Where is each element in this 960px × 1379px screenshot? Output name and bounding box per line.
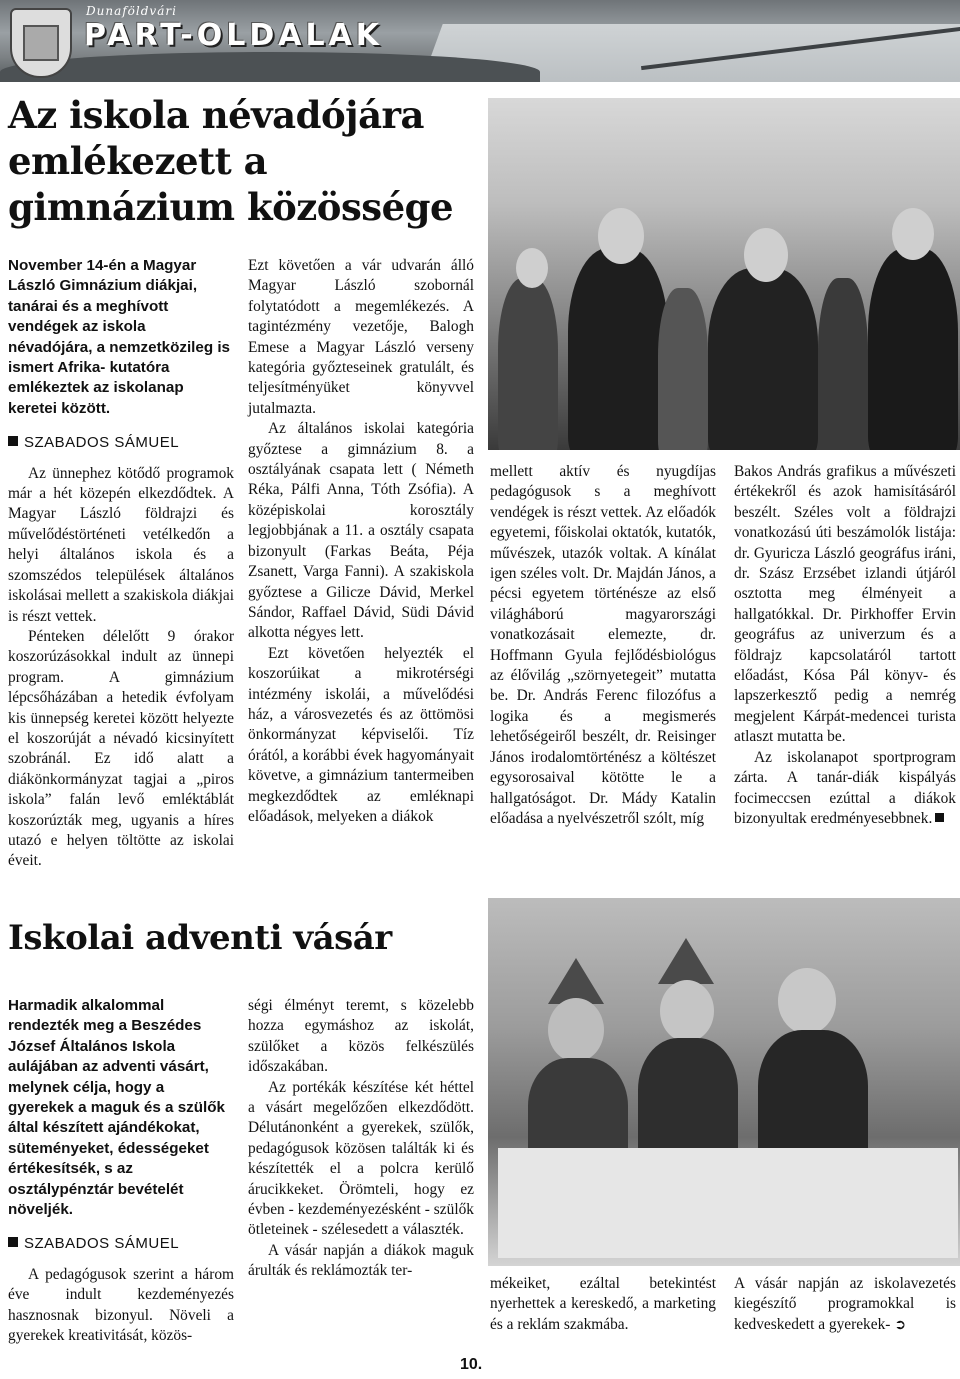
- article2-column-2: [248, 996, 474, 1282]
- paragraph: Az portékák készítése két héttel a vásárt megelőzően elkezdődött. Délutánonként a gyerekek, szülők, pedagógusok közösen találták ki és készítették el a polcra kerülő árucikkeket. Örömteli, hogy ez évben - kezdeményezésként - szülők ötleteinek - szélesedett a választék.: [248, 1078, 474, 1239]
- paragraph: Bakos András grafikus a művészeti értékekről és azok hamisításáról beszélt. Széles volt a földrajzi vonatkozású úti beszámolók listája: dr. Gyuricza László geográfus iráni, dr. Szász Erzsébet izlandi útjáról osztotta meg élményeit a hallgatókkal. Dr. Pirkhoffer Ervin geográfus az univerzum és a földrajz kapcsolatáról tartott előadást, Kósa Pál könyv- és lapszerkesztő pedig a nemrég megjelent Kárpát-medencei turista atlaszt mutatta be.: [734, 463, 956, 746]
- fair-photo: [488, 898, 960, 1266]
- article-byline: SZABADOS SÁMUEL: [8, 433, 234, 453]
- coat-of-arms-icon: [10, 8, 72, 78]
- continue-arrow-icon: ➲: [894, 1316, 907, 1333]
- article-headline: Az iskola névadójára emlékezett a gimnázium közössége: [8, 93, 454, 229]
- ceremony-photo: [488, 98, 960, 450]
- page-number: 10.: [460, 1356, 483, 1373]
- section-headline: Iskolai adventi vásár: [8, 918, 392, 958]
- paragraph: mékeiket, ezáltal betekintést nyerhettek a kereskedő, a marketing és a reklám szakmába.: [490, 1275, 716, 1333]
- article-lead: Harmadik alkalommal rendezték meg a Beszédes József Általános Iskola aulájában az adventi vásárt, melynek célja, hogy a gyerekek a maguk és a szülők által készített ajándékokat, süteményeket, édességeket értékesítsék, s az osztálypénztár bevételét növeljék.: [8, 997, 225, 1219]
- article-byline: SZABADOS SÁMUEL: [8, 1234, 234, 1254]
- end-mark-icon: [935, 813, 944, 822]
- masthead-subtitle: Dunaföldvári: [86, 4, 177, 18]
- masthead: [0, 0, 960, 82]
- article-lead: November 14-én a Magyar László Gimnázium diákjai, tanárai és a meghívott vendégek az iskola névadójára, a nemzetközileg is ismert Afrika- kutatóra emlékeztek az iskolanap keretei között.: [8, 257, 230, 417]
- article2-column-3: [490, 1274, 716, 1335]
- paragraph: Az iskolanapot sportprogram zárta. A tanár-diák kispályás focimeccsen ezúttal a diákok bizonyultak eredményesebbnek.: [734, 748, 956, 827]
- paragraph: Ezt követően a vár udvarán álló Magyar László szobornál folytatódott a megemlékezés. A tagintézmény vezetője, Balogh Emese a Magyar László verseny kategória győzteseinek gratulált, és teljesítményüket könyvvel jutalmazta.: [248, 257, 474, 417]
- article1-column-3: [490, 462, 716, 829]
- paragraph: A pedagógusok szerint a három éve indult kezdeményezés hasznosnak bizonyul. Növeli a gyerekek kreativitását, közös-: [8, 1265, 234, 1345]
- masthead-title: PART-OLDALAK: [84, 18, 384, 53]
- paragraph: Ezt követően helyezték el koszorúikat a mikrotérségi intézmény iskolái, a művelődési ház, a városvezetés és az öttömösi önkormányzat képviselői. Tíz órától, a korábbi évek hagyományait követve, a gimnázium tantermeiben megkezdődtek az emléknapi előadások, melyeken a diákok: [248, 644, 474, 825]
- article2-column-4: [734, 1274, 956, 1335]
- paragraph: A vásár napján a diákok maguk árulták és reklámozták ter-: [248, 1241, 474, 1280]
- article1-column-2: [248, 256, 474, 827]
- paragraph: Pénteken délelőtt 9 órakor koszorúzásokkal indult az ünnepi program. A gimnázium lépcsőházában a hetedik évfolyam kis ünnepség keretei között helyezte el koszorúját a névadó kicsinyített szobránál. Ez idő alatt a diákönkormányzat tagjai a „piros iskola” falán levő emléktáblát koszorúzták meg, ugyanis a híres utazó e helyen töltötte az iskolai éveit.: [8, 627, 234, 870]
- paragraph: Az általános iskolai kategória győztese a gimnázium 8. a osztályának csapata lett ( Németh Réka, Pálfi Anna, Tóth Zsófia). A középiskolai korosztály legjobbjának a 11. a osztály csapata bizonyult (Farkas Beáta, Péja Zsanett, Varga Fanni). A szakiskola győztese a Gilicze Dávid, Merkel Sándor, Raffael Dávid, Südi Dávid alkotta négyes lett.: [248, 420, 474, 642]
- paragraph: Az ünnephez kötődő programok már a hét közepén elkezdődtek. A Magyar László földrajzi és művelődéstörténeti vetélkedőn a helyi általános iskola és a szomszédos települések általános iskolásai mellett a szakiskola diákjai is részt vettek.: [8, 464, 234, 625]
- paragraph: A vásár napján az iskolavezetés kiegészítő programokkal is kedveskedett a gyerekek- ➲: [734, 1274, 956, 1335]
- article1-column-4: [734, 462, 956, 829]
- paragraph: mellett aktív és nyugdíjas pedagógusok s a meghívott vendégek is részt vettek. Az előadók egyetemi, főiskolai oktatók, kutatók, művészek, utazók voltak. A kínálat igen széles volt. Dr. Majdán János, a pécsi egyetem történésze az első világháború magyarországi vonatkozásait elemezte, dr. Hoffmann Gyula fejlődésbiológus az élővilág „szörnyetegeit” mutatta be. Dr. András Ferenc filozófus a logika és a megismerés lehetőségeiről beszélt, dr. Reisinger János irodalomtörténész a költészet egysorosaival kötötte le a hallgatóságot. Dr. Mády Katalin előadása a nyelvészetről szólt, míg: [490, 463, 716, 827]
- paragraph: ségi élményt teremt, s közelebb hozza egymáshoz az iskolát, szülőket a közös felkészülés időszakában.: [248, 997, 474, 1076]
- article2-column-1: [8, 996, 234, 1347]
- article1-column-1: [8, 256, 234, 872]
